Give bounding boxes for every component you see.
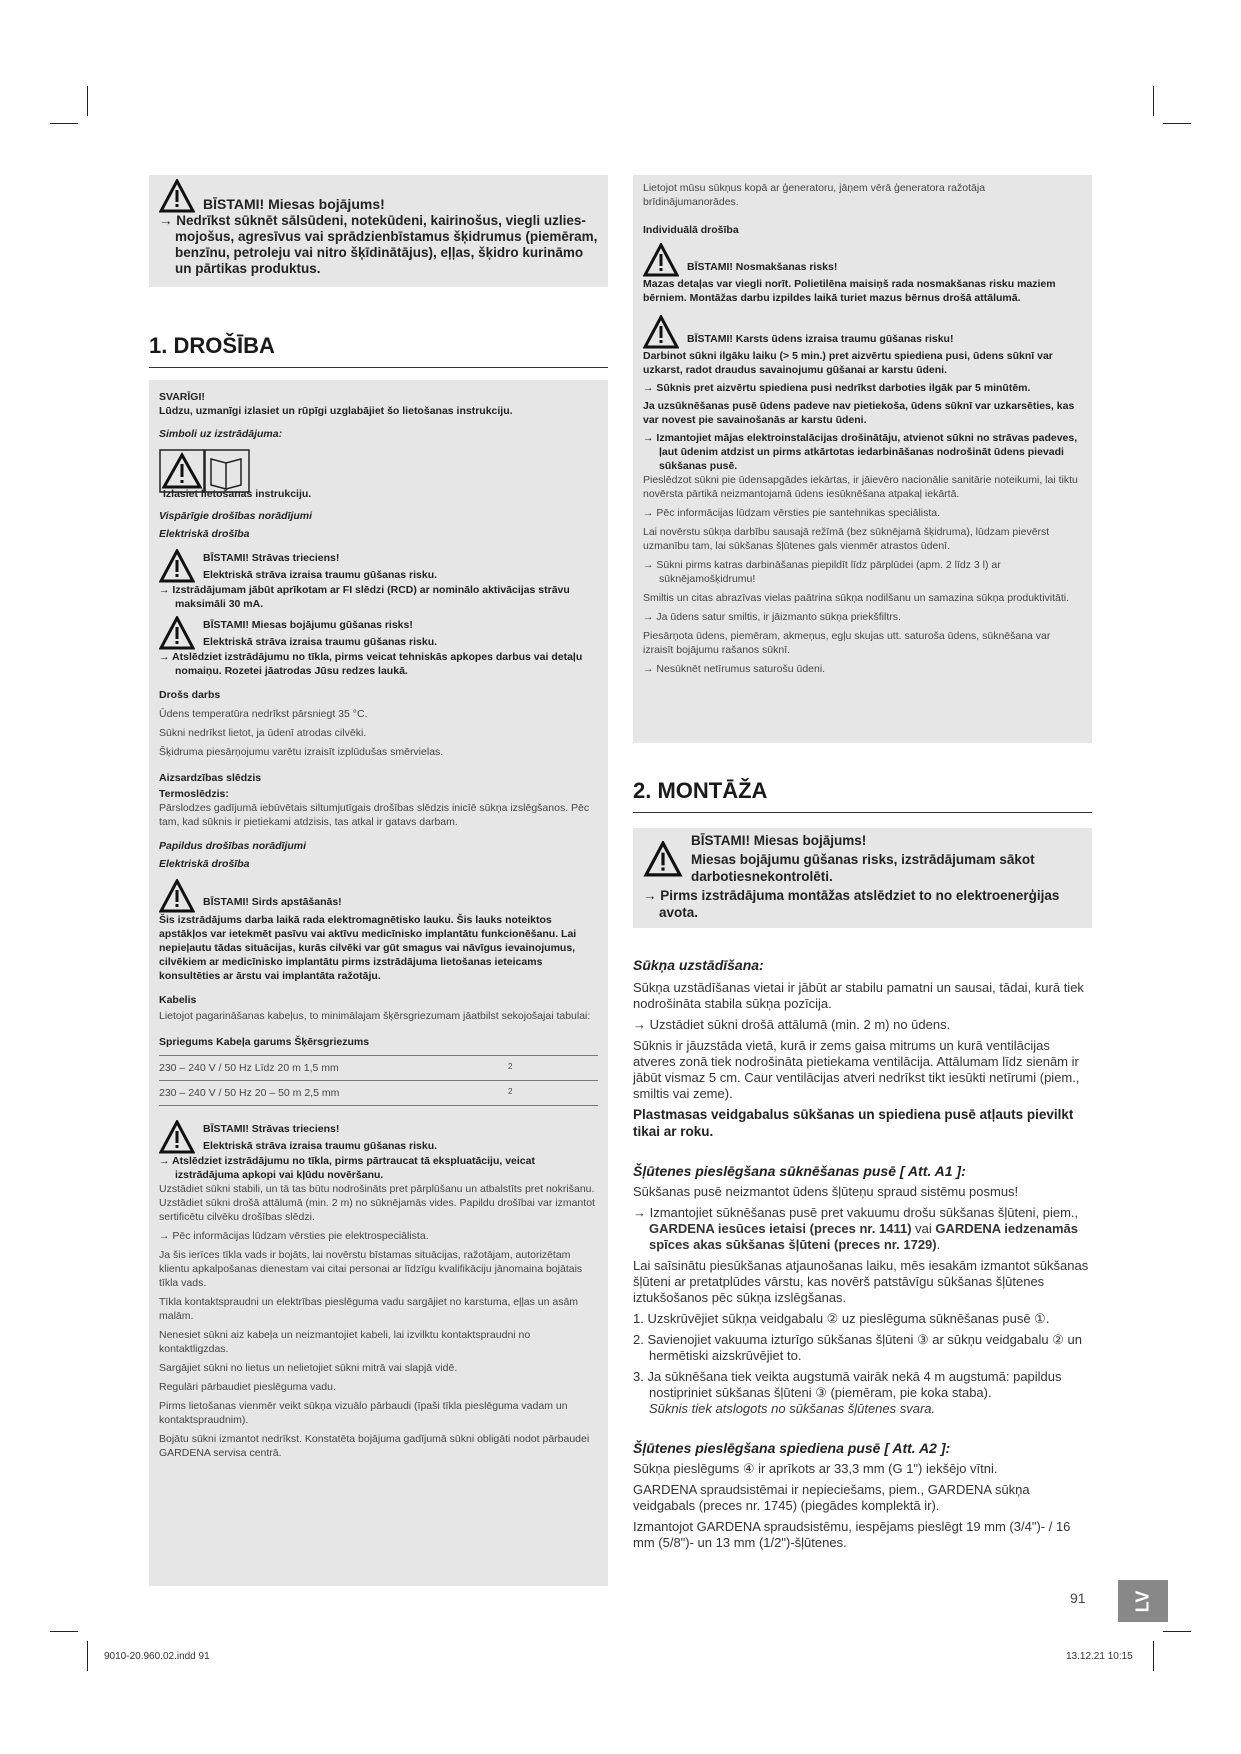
paragraph: Ja šis ierīces tīkla vads ir bojāts, lai novērstu bīstamas situācijas, ražotājam, autorizētam klientu apkalpošanas dienestam vai citai personai ar līdzīgu kvalifikāciju jānomaina bojātais tīkla vads.	[159, 1249, 583, 1289]
symbols-heading: Simboli uz izstrādājuma:	[159, 428, 283, 440]
warning-instruction: → Izstrādājumam jābūt aprīkotam ar FI slēdzi (RCD) ar nominālo aktivācijas strāvu maksimāli 30 mA.	[159, 584, 570, 610]
warning-icon	[159, 879, 195, 913]
paragraph: Uzstādiet sūkni stabili, un tā tas būtu nodrošināts pret pārplūšanu un atbalstīts pret nokrišanu. Uzstādiet sūkni drošā attālumā (min. 2 m) no sūknējamās vides. Papildu drošībai var izmantot sertificētu cilvēku drošības slēdzi.	[159, 1183, 595, 1223]
warning-text: Elektriskā strāva izraisa traumu gūšanas risku.	[203, 568, 438, 581]
warning-instruction: → Sūknis pret aizvērtu spiediena pusi nedrīkst darboties ilgāk par 5 minūtēm.	[643, 382, 1031, 394]
list-item: 1. Uzskrūvējiet sūkņa veidgabalu ② uz pieslēguma sūknēšanas pusē ①.	[633, 1311, 1050, 1326]
paragraph: Sūkšanas pusē neizmantot ūdens šļūteņu spraud sistēmu posmus!	[633, 1184, 1019, 1199]
warning-title: BĪSTAMI! Strāvas trieciens!	[203, 1122, 340, 1135]
crop-mark	[1163, 123, 1191, 124]
electrical-safety-heading: Elektriskā drošība	[159, 528, 250, 540]
warning-text: Šis izstrādājums darba laikā rada elektromagnētisko lauku. Šis lauks noteiktos apstākļos var ietekmēt pasīvu vai aktīvu medicīnisko implantātu funkcionēšanu. Lai nepieļautu tādas situācijas, kurās cilvēki var gūt smagus vai nāvīgus ievainojumus, cilvēkiem ar medicīnisko implantātu pirms izstrādājuma lietošanas ieteicams konsultēties ar ārstu vai implantāta ražotāju.	[159, 914, 577, 982]
paragraph: Sūkņa pieslēgums ④ ir aprīkots ar 33,3 mm (G 1") iekšējo vītni.	[633, 1461, 998, 1476]
important-label: SVARĪGI!	[159, 391, 205, 403]
cable-heading: Kabelis	[159, 994, 197, 1006]
warning-text: Elektriskā strāva izraisa traumu gūšanas risku.	[203, 1139, 438, 1152]
paragraph: Lai saīsinātu piesūkšanas atjaunošanas laiku, mēs iesakām izmantot sūkšanas šļūteni ar pretatplūdes vārstu, kas novērš patstāvīgu sūkšanas šļūtenes iztukšošanos pēc sūkņa izslēgšanas.	[633, 1258, 1089, 1305]
right-column	[633, 175, 1092, 1551]
electrical-safety-heading: Elektriskā drošība	[159, 858, 250, 870]
warning-icon	[643, 243, 679, 277]
paragraph: Šķidruma piesārņojumu varētu izraisīt izplūdušas smērvielas.	[159, 746, 444, 758]
crop-mark	[1153, 86, 1154, 116]
crop-mark	[50, 1631, 78, 1632]
warning-icon	[159, 549, 195, 583]
crop-mark	[1153, 1641, 1154, 1671]
paragraph: → Izmantojiet sūknēšanas pusē pret vakuumu drošu sūkšanas šļūteni, piem., GARDENA iesūces ietaisi (preces nr. 1411) vai GARDENA iedzenamās spīces akas sūkšanas šļūteni (preces nr. 1729).	[633, 1205, 1079, 1252]
paragraph: Lietojot mūsu sūkņus kopā ar ģeneratoru, jāņem vērā ģeneratora ražotāja brīdinājumanorādes.	[643, 182, 986, 208]
print-date: 13.12.21 10:15	[1066, 1651, 1133, 1662]
warning-text: Elektriskā strāva izraisa traumu gūšanas risku.	[203, 635, 438, 648]
pump-install-heading: Sūkņa uzstādīšana:	[633, 957, 764, 973]
general-safety-heading: Vispārīgie drošības norādījumi	[159, 510, 313, 522]
table-row: 230 – 240 V / 50 Hz 20 – 50 m 2,5 mm 2	[159, 1081, 598, 1106]
paragraph: → Sūkni pirms katras darbināšanas piepildīt līdz pārplūdei (apm. 2 līdz 3 l) ar sūknējamošķidrumu!	[643, 559, 1001, 585]
warning-title: BĪSTAMI! Strāvas trieciens!	[203, 551, 340, 564]
safety-box	[149, 380, 608, 1586]
thermo-heading: Termoslēdzis:	[159, 788, 229, 800]
warning-title: BĪSTAMI! Sirds apstāšanās!	[203, 896, 342, 908]
paragraph: Pieslēdzot sūkni pie ūdensapgādes iekārtas, ir jāievēro nacionālie sanitārie noteikumi, lai tiktu novērsta pārtikā neizmantojamā ūdens iesūknēšana atpakaļ iekārtā.	[643, 474, 1078, 500]
paragraph: → Nesūknēt netīrumus saturošu ūdeni.	[643, 663, 826, 675]
list-note: Sūknis tiek atslogots no sūkšanas šļūtenes svara.	[649, 1401, 936, 1416]
montaza-warning-box	[633, 828, 1092, 928]
warning-title: BĪSTAMI! Miesas bojājumu gūšanas risks!	[203, 618, 413, 631]
warning-icon	[643, 841, 683, 877]
paragraph: Sūkni nedrīkst lietot, ja ūdenī atrodas cilvēki.	[159, 727, 367, 739]
paragraph: Sargājiet sūkni no lietus un nelietojiet sūkni mitrā vai slapjā vidē.	[159, 1362, 458, 1374]
paragraph: → Ja ūdens satur smiltis, ir jāizmanto sūkņa priekšfiltrs.	[643, 611, 901, 623]
warning-title: BĪSTAMI! Miesas bojājums!	[691, 833, 867, 848]
paragraph: Smiltis un citas abrazīvas vielas paātrina sūkņa nodilšanu un samazina sūkņa produktivitāti.	[643, 592, 1070, 604]
warning-icon	[159, 616, 195, 650]
safe-work-heading: Drošs darbs	[159, 689, 221, 701]
paragraph: Lai novērstu sūkņa darbību sausajā režīmā (bez sūknējamā šķidruma), lūdzam pievērst uzmanību tam, lai sūkšanas šļūtenes gals vienmēr atrastos ūdenī.	[643, 526, 1050, 552]
paragraph: Lietojot pagarināšanas kabeļus, to minimālajam šķērsgriezumam jāatbilst sekojošajai tabulai:	[159, 1010, 591, 1022]
crop-mark	[87, 86, 88, 116]
crop-mark	[1163, 1631, 1191, 1632]
list-item: 2. Savienojiet vakuuma izturīgo sūkšanas šļūteni ③ ar sūkņu veidgabalu ② un hermētiski aizskrūvējiet to.	[633, 1332, 1082, 1363]
paragraph: Bojātu sūkni izmantot nedrīkst. Konstatēta bojājuma gadījumā sūkni obligāti nodot pārbaudei GARDENA servisa centrā.	[159, 1433, 590, 1459]
paragraph: Izmantojot GARDENA spraudsistēmu, iespējams pieslēgt 19 mm (3/4")- / 16 mm (5/8")- un 13 mm (1/2")-šļūtenes.	[633, 1519, 1071, 1550]
paragraph: Regulāri pārbaudiet pieslēguma vadu.	[159, 1381, 336, 1393]
left-column	[149, 175, 608, 1586]
warning-text: Mazas detaļas var viegli norīt. Polietilēna maisiņš rada nosmakšanas risku maziem bērniem. Montāžas darbu izpildes laikā turiet mazus bērnus drošā attālumā.	[643, 278, 1056, 304]
paragraph: Nenesiet sūkni aiz kabeļa un neizmantojiet kabeli, lai izvilktu kontaktspraudni no kontaktligzdas.	[159, 1329, 531, 1355]
section-title-montaza: 2. MONTĀŽA	[633, 778, 1092, 813]
suction-hose-heading: Šļūtenes pieslēgšana sūknēšanas pusē [ Att. A1 ]:	[633, 1163, 966, 1179]
paragraph: Sūknis ir jāuzstāda vietā, kurā ir zems gaisa mitrums un kurā ventilācijas atveres zonā tiek nodrošināta pietiekama ventilācija. Attālumam līdz sienām ir jābūt vismaz 5 cm. Caur ventilācijas atveri nedrīkst tikt iesūkti netīrumi (piem., smiltis vai zeme).	[633, 1038, 1080, 1101]
warning-text: → Nedrīkst sūknēt sālsūdeni, notekūdeni, kairinošus, viegli uzliesmojošus, agresīvus vai sprādzienbīstamus šķidrumus (piemēram, benzīnu, petroleju vai nitro šķīdinātājus), eļļas, šķidro kurināmo un pārtikas produktus.	[159, 213, 598, 276]
paragraph: GARDENA spraudsistēmai ir nepieciešams, piem., GARDENA sūkņa veidgabals (preces nr. 1745) (piegādes komplektā ir).	[633, 1482, 1030, 1513]
warning-text: Miesas bojājumu gūšanas risks, izstrādājumam sākot darbotiesnekontrolēti.	[691, 852, 1035, 884]
paragraph: Ūdens temperatūra nedrīkst pārsniegt 35 °C.	[159, 708, 368, 720]
paragraph-bold: Plastmasas veidgabalus sūkšanas un spiediena pusē atļauts pievilkt tikai ar roku.	[633, 1107, 1074, 1139]
paragraph: → Uzstādiet sūkni drošā attālumā (min. 2 m) no ūdens.	[633, 1017, 951, 1032]
paragraph: Tīkla kontaktspraudni un elektrības pieslēguma vadu sargājiet no karstuma, eļļas un asām malām.	[159, 1296, 579, 1322]
paragraph: Sūkņa uzstādīšanas vietai ir jābūt ar stabilu pamatni un sausai, tādai, kurā tiek nodrošināta stabila sūkņa pozīcija.	[633, 980, 1084, 1011]
warning-instruction: → Izmantojiet mājas elektroinstalācijas drošinātāju, atvienot sūkni no strāvas padeves, ļaut ūdenim atdzist un pirms atkārtotas iedarbināšanas nodrošināt ūdens pievadi sūkšanas pusē.	[643, 432, 1078, 472]
warning-icon	[643, 315, 679, 349]
paragraph: → Pēc informācijas lūdzam vērsties pie elektrospeciālista.	[159, 1230, 429, 1242]
important-text: Lūdzu, uzmanīgi izlasiet un rūpīgi uzglabājiet šo lietošanas instrukciju.	[159, 405, 513, 417]
individual-safety-heading: Individuālā drošība	[643, 224, 739, 236]
warning-title: BĪSTAMI! Miesas bojājums!	[203, 196, 385, 212]
table-row: 230 – 240 V / 50 Hz Līdz 20 m 1,5 mm 2	[159, 1056, 598, 1081]
additional-safety-heading: Papildus drošības norādījumi	[159, 840, 307, 852]
cable-table	[159, 1056, 598, 1106]
page-number: 91	[1070, 1590, 1086, 1606]
warning-instruction: → Atslēdziet izstrādājumu no tīkla, pirms pārtraucat tā ekspluatāciju, veicat izstrādājuma apkopi vai kļūdu novēršanu.	[159, 1155, 535, 1181]
warning-text: Ja uzsūknēšanas pusē ūdens padeve nav pietiekoša, ūdens sūknī var uzkarsēties, kas var novest pie savainošanās ar karstu ūdeni.	[643, 400, 1075, 426]
crop-mark	[87, 1641, 88, 1671]
read-manual-label: Izlasiet lietošanas instrukciju.	[163, 488, 312, 500]
language-tab: LV	[1118, 1580, 1168, 1622]
warning-icon	[159, 1120, 195, 1154]
file-info: 9010-20.960.02.indd 91	[104, 1651, 210, 1662]
paragraph: Pārslodzes gadījumā iebūvētais siltumjutīgais drošības slēdzis inicīē sūkņa izslēgšanos. Pēc tam, kad sūknis ir pietiekami atdzisis, tas atkal ir gatavs darbam.	[159, 802, 590, 828]
top-warning-box	[149, 175, 608, 287]
warning-instruction: → Pirms izstrādājuma montāžas atslēdziet to no elektroenerģijas avota.	[643, 888, 1060, 920]
section-title-drosiba: 1. DROŠĪBA	[149, 333, 608, 368]
warning-icon	[159, 179, 195, 213]
list-item: 3. Ja sūknēšana tiek veikta augstumā vairāk nekā 4 m augstumā: papildus nostipriniet sūkšanas šļūteni ③ (piemēram, pie koka staba).	[633, 1369, 1062, 1400]
pressure-hose-heading: Šļūtenes pieslēgšana spiediena pusē [ Att. A2 ]:	[633, 1440, 951, 1456]
paragraph: → Pēc informācijas lūdzam vērsties pie santehnikas speciālista.	[643, 507, 941, 519]
paragraph: Pirms lietošanas vienmēr veikt sūkņa vizuālo pārbaudi (īpaši tīkla pieslēguma vadam un kontaktspraudnim).	[159, 1400, 568, 1426]
warning-instruction: → Atslēdziet izstrādājumu no tīkla, pirms veicat tehniskās apkopes darbus vai detaļu nomaiņu. Rozetei jāatrodas Jūsu redzes laukā.	[159, 651, 583, 677]
protection-heading: Aizsardzības slēdzis	[159, 772, 262, 784]
paragraph: Piesārņota ūdens, piemēram, akmeņus, egļu skujas utt. saturoša ūdens, sūknēšana var izraisīt bojājumu rašanos sūknī.	[643, 630, 1051, 656]
individual-safety-box	[633, 175, 1092, 743]
warning-title: BĪSTAMI! Karsts ūdens izraisa traumu gūšanas risku!	[687, 333, 954, 345]
warning-text: Darbinot sūkni ilgāku laiku (> 5 min.) pret aizvērtu spiediena pusi, ūdens sūknī var uzkarst, radot draudus savainojumu gūšanai ar karstu ūdeni.	[643, 350, 1053, 376]
warning-title: BĪSTAMI! Nosmakšanas risks!	[687, 261, 838, 273]
table-header: Spriegums Kabeļa garums Šķērsgriezums	[159, 1035, 598, 1056]
crop-mark	[50, 123, 78, 124]
